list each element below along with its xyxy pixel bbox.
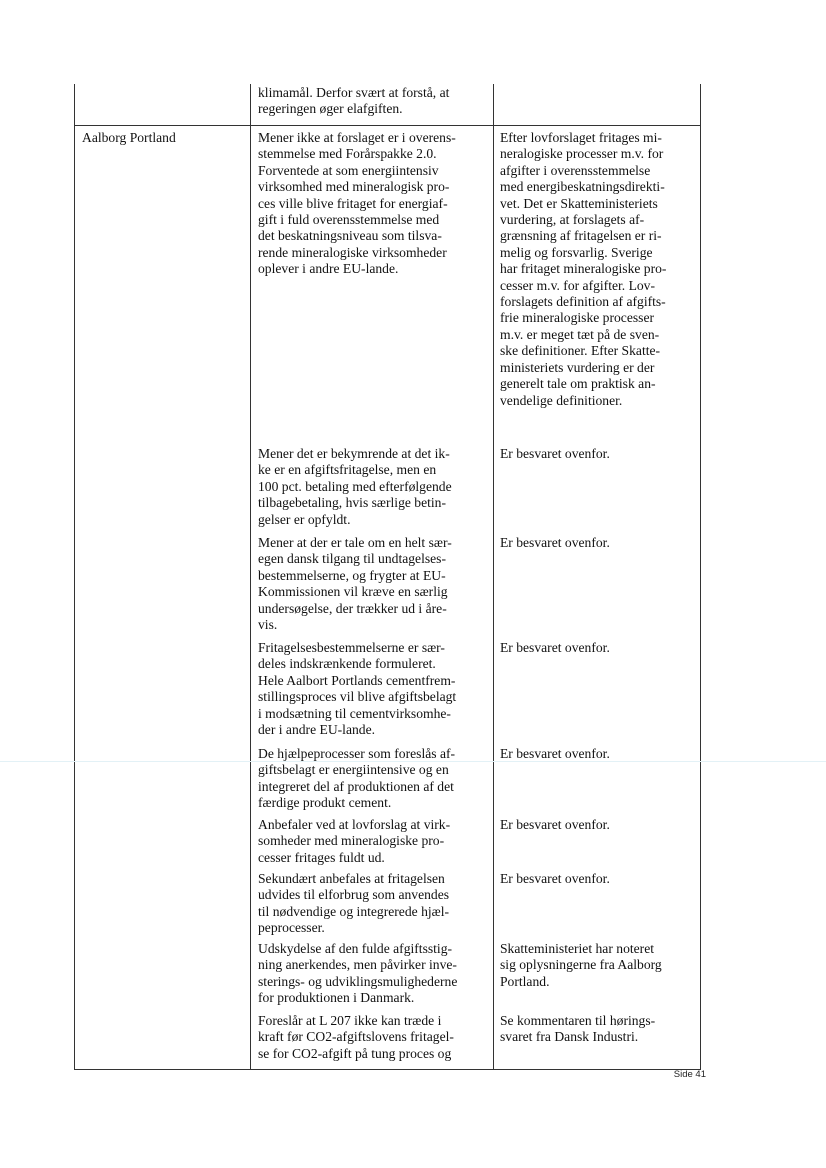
table-cell-response: Er besvaret ovenfor. [500,640,610,655]
table-divider-col2 [250,84,251,1070]
table-cell-party: Aalborg Portland [82,130,176,145]
table-border-left [74,84,75,1070]
table-cell-comment: Mener ikke at forslaget er i overens- stemmelse med Forårspakke 2.0. Forventede at som energiintensiv virksomhed med mineralogisk pro- ces ville blive fritaget for energiaf- gift i fuld overensstemmelse med det beskatningsniveau som tilsva- rende mineralogiske virksomheder oplever i andre EU-lande. [258,130,456,277]
table-cell-response: Er besvaret ovenfor. [500,817,610,832]
table-cell-response: Er besvaret ovenfor. [500,446,610,461]
table-border-bottom [74,1069,701,1070]
table-divider-col3 [493,84,494,1070]
table-cell-comment: Udskydelse af den fulde afgiftsstig- ning anerkendes, men påvirker inve- sterings- og udviklingsmulighederne for produktionen i Danmark. [258,941,458,1006]
page-number: Side 41 [673,1069,706,1080]
table-cell-comment: Fritagelsesbestemmelserne er sær- deles indskrænkende formuleret. Hele Aalbort Portlands cementfrem- stillingsproces vil blive afgiftsbelagt i modsætning til cementvirksomhe- der i andre EU-lande. [258,640,457,738]
table-cell-comment: Mener at der er tale om en helt sær- egen dansk tilgang til undtagelses- bestemmelserne, og frygter at EU- Kommissionen vil kræve en særlig undersøgelse, der trækker ud i åre- vis. [258,535,452,633]
table-row-divider [74,125,701,126]
table-cell-response: Er besvaret ovenfor. [500,535,610,550]
table-cell-comment: Foreslår at L 207 ikke kan træde i kraft før CO2-afgiftslovens fritagel- se for CO2-afgift på tung proces og [258,1013,454,1061]
table-border-right [700,84,701,1070]
table-cell-comment: De hjælpeprocesser som foreslås af- giftsbelagt er energiintensive og en integreret del af produktionen af det færdige produkt cement. [258,746,456,811]
table-cell-comment: Sekundært anbefales at fritagelsen udvides til elforbrug som anvendes til nødvendige og integrerede hjæl- peprocesser. [258,871,450,936]
table-cell-response: Efter lovforslaget fritages mi- neralogiske processer m.v. for afgifter i overensstemmelse med energibeskatningsdirekti- vet. Det er Skatteministeriets vurdering, at forslagets af- grænsning af fritagelsen er ri- melig og forsvarlig. Sverige har fritaget mineralogiske pro- cesser m.v. for afgifter. Lov- forslagets definition af afgifts- frie mineralogiske processer m.v. er meget tæt på de sven- ske definitioner. Efter Skatte- ministeriets vurdering er der generelt tale om praktisk an- vendelige definitioner. [500,130,667,408]
table-cell-response: Er besvaret ovenfor. [500,746,610,761]
table-cell-comment-continued: klimamål. Derfor svært at forstå, at regeringen øger elafgiften. [258,85,450,117]
table-cell-comment: Mener det er bekymrende at det ik- ke er en afgiftsfritagelse, men en 100 pct. betaling med efterfølgende tilbagebetaling, hvis særlige betin- gelser er opfyldt. [258,446,452,527]
table-cell-comment: Anbefaler ved at lovforslag at virk- somheder med mineralogiske pro- cesser fritages fuldt ud. [258,817,451,865]
table-cell-response: Er besvaret ovenfor. [500,871,610,886]
table-cell-response: Skatteministeriet har noteret sig oplysningerne fra Aalborg Portland. [500,941,662,989]
table-cell-response: Se kommentaren til hørings- svaret fra Dansk Industri. [500,1013,656,1045]
